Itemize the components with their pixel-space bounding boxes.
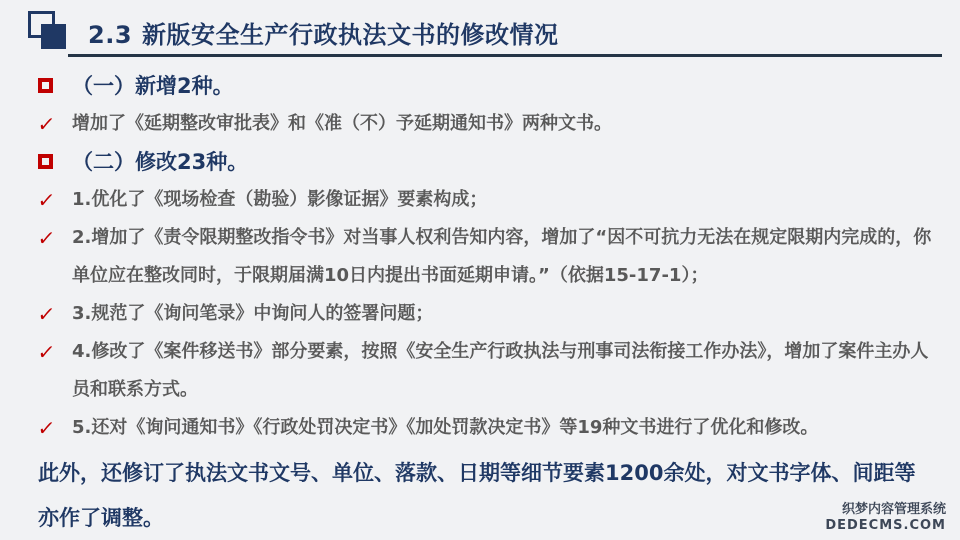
list-item-text: 5.还对《询问通知书》《行政处罚决定书》《加处罚款决定书》等19种文书进行了优化和修改。 xyxy=(72,417,819,438)
square-solid-shape xyxy=(41,24,66,49)
check-icon: ✓ xyxy=(36,112,57,136)
check-icon: ✓ xyxy=(36,226,57,250)
section-heading: （一）新增2种。 xyxy=(72,74,234,98)
check-icon: ✓ xyxy=(36,340,57,364)
list-item-check-3 xyxy=(38,219,940,295)
list-item-heading-1 xyxy=(38,67,940,105)
section-heading: （二）修改23种。 xyxy=(72,150,249,174)
bullet-cell xyxy=(38,67,72,93)
bullet-cell xyxy=(38,143,72,169)
overlapping-squares-icon xyxy=(28,11,70,53)
bullet-cell xyxy=(38,409,72,447)
check-icon: ✓ xyxy=(36,302,57,326)
bullet-cell xyxy=(38,181,72,219)
watermark-text-en: DEDECMS.COM xyxy=(825,518,946,533)
square-bullet-icon xyxy=(38,78,53,93)
section-number: 2.3 xyxy=(88,20,133,49)
slide-body xyxy=(38,67,940,447)
list-item-heading-2 xyxy=(38,143,940,181)
list-item-text: 3.规范了《询问笔录》中询问人的签署问题； xyxy=(72,303,434,324)
bullet-cell xyxy=(38,333,72,371)
watermark xyxy=(825,502,946,534)
list-item-text: 1.优化了《现场检查（勘验）影像证据》要素构成； xyxy=(72,189,488,210)
list-item-check-4 xyxy=(38,295,940,333)
square-bullet-icon xyxy=(38,154,53,169)
list-item-text: 2.增加了《责令限期整改指令书》对当事人权利告知内容，增加了“因不可抗力无法在规定限期内完成的，你单位应在整改同时，于限期届满10日内提出书面延期申请。”（依据15-17-1）； xyxy=(72,227,932,286)
bullet-cell xyxy=(38,219,72,257)
list-item-check-1 xyxy=(38,105,940,143)
bullet-cell xyxy=(38,105,72,143)
summary-note: 此外，还修订了执法文书文号、单位、落款、日期等细节要素1200余处，对文书字体、间距等亦作了调整。 xyxy=(38,461,916,530)
list-item-text: 4.修改了《案件移送书》部分要素，按照《安全生产行政执法与刑事司法衔接工作办法》，增加了案件主办人员和联系方式。 xyxy=(72,341,929,400)
header-divider xyxy=(68,54,942,57)
check-icon: ✓ xyxy=(36,188,57,212)
list-item-check-2 xyxy=(38,181,940,219)
list-item-check-5 xyxy=(38,333,940,409)
page-title xyxy=(88,15,559,50)
bullet-cell xyxy=(38,295,72,333)
check-icon: ✓ xyxy=(36,416,57,440)
watermark-text-cn: 织梦内容管理系统 xyxy=(841,502,946,517)
section-title-text: 新版安全生产行政执法文书的修改情况 xyxy=(142,20,559,49)
slide-header xyxy=(0,0,960,52)
list-item-text: 增加了《延期整改审批表》和《准（不）予延期通知书》两种文书。 xyxy=(72,113,612,134)
list-item-check-6 xyxy=(38,409,940,447)
